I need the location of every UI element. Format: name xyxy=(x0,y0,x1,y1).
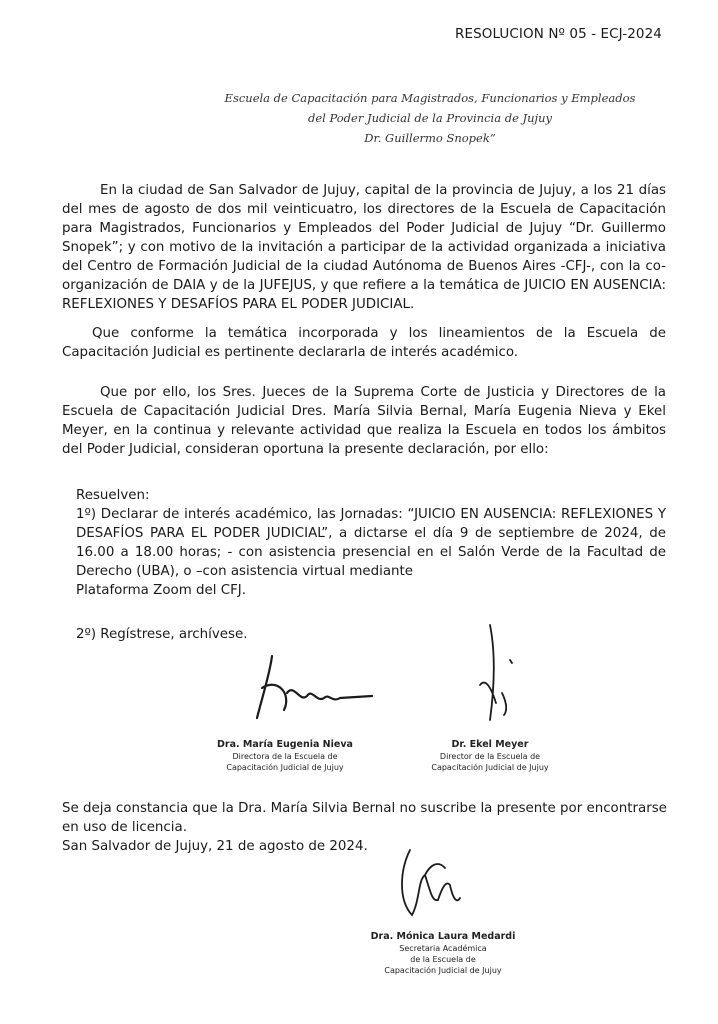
signature-meyer xyxy=(462,615,532,735)
paragraph-considering: Que conforme la temática incorporada y los lineamientos de la Escuela de Capacitación Judicial es pertinente declararla de interés académico. xyxy=(62,326,666,360)
header-line-3: Dr. Guillermo Snopek” xyxy=(364,131,496,145)
signatory-role: Capacitación Judicial de Jujuy xyxy=(226,763,344,772)
signatory-role: Directora de la Escuela de xyxy=(232,752,338,761)
closing-place-date: San Salvador de Jujuy, 21 de agosto de 2024. xyxy=(62,839,368,854)
signatory-name: Dr. Ekel Meyer xyxy=(451,739,529,750)
signatory-role: Capacitación Judicial de Jujuy xyxy=(384,966,502,975)
signatory-medardi xyxy=(368,930,518,976)
paragraph-directors: Que por ello, los Sres. Jueces de la Suprema Corte de Justicia y Directores de la Escuela de Capacitación Judicial Dres. María Silvia Bernal, María Eugenia Nieva y Ekel Meyer, en la continua y relevante actividad que realiza la Escuela en todos los ámbitos del Poder Judicial, consideran oportuna la presente declaración, por ello: xyxy=(62,385,666,457)
paragraph-preamble: En la ciudad de San Salvador de Jujuy, capital de la provincia de Jujuy, a los 21 días del mes de agosto de dos mil veinticuatro, los directores de la Escuela de Capacitación para Magistrados, Funcionarios y Empleados del Poder Judicial de Jujuy “Dr. Guillermo Snopek”; y con motivo de la invitación a participar de la actividad organizada a iniciativa del Centro de Formación Judicial de la ciudad Autónoma de Buenos Aires -CFJ-, con la co-organización de DAIA y de la JUFEJUS, y que refiere a la temática de JUICIO EN AUSENCIA: REFLEXIONES Y DESAFÍOS PARA EL PODER JUDICIAL. xyxy=(62,183,666,312)
signatory-role: Director de la Escuela de xyxy=(439,752,541,761)
resolve-item-1-continuation: Plataforma Zoom del CFJ. xyxy=(76,583,246,598)
signatory-name: Dra. Mónica Laura Medardi xyxy=(370,931,516,942)
signature-nieva xyxy=(232,648,382,728)
signature-medardi xyxy=(390,840,470,930)
header-line-1: Escuela de Capacitación para Magistrados, Funcionarios y Empleados xyxy=(224,91,636,105)
resolve-item-2: 2º) Regístrese, archívese. xyxy=(76,627,248,642)
closing-note: Se deja constancia que la Dra. María Silvia Bernal no suscribe la presente por encontrarse en uso de licencia. xyxy=(62,801,667,835)
signatory-nieva xyxy=(210,738,360,773)
signatory-name: Dra. María Eugenia Nieva xyxy=(217,739,353,750)
resolution-number: RESOLUCION Nº 05 - ECJ-2024 xyxy=(454,26,662,42)
header-line-2: del Poder Judicial de la Provincia de Jujuy xyxy=(307,111,553,125)
signatory-role: de la Escuela de xyxy=(410,955,476,964)
signatory-meyer xyxy=(410,738,570,773)
resolve-item-1: 1º) Declarar de interés académico, las Jornadas: “JUICIO EN AUSENCIA: REFLEXIONES Y DESAFÍOS PARA EL PODER JUDICIAL”, a dictarse el día 9 de septiembre de 2024, de 16.00 a 18.00 horas; - con asistencia presencial en el Salón Verde de la Facultad de Derecho (UBA), o –con asistencia virtual mediante xyxy=(76,507,666,579)
signatory-role: Secretaria Académica xyxy=(399,944,487,953)
resolve-title: Resuelven: xyxy=(76,488,150,503)
signatory-role: Capacitación Judicial de Jujuy xyxy=(431,763,549,772)
institution-header xyxy=(210,88,650,148)
